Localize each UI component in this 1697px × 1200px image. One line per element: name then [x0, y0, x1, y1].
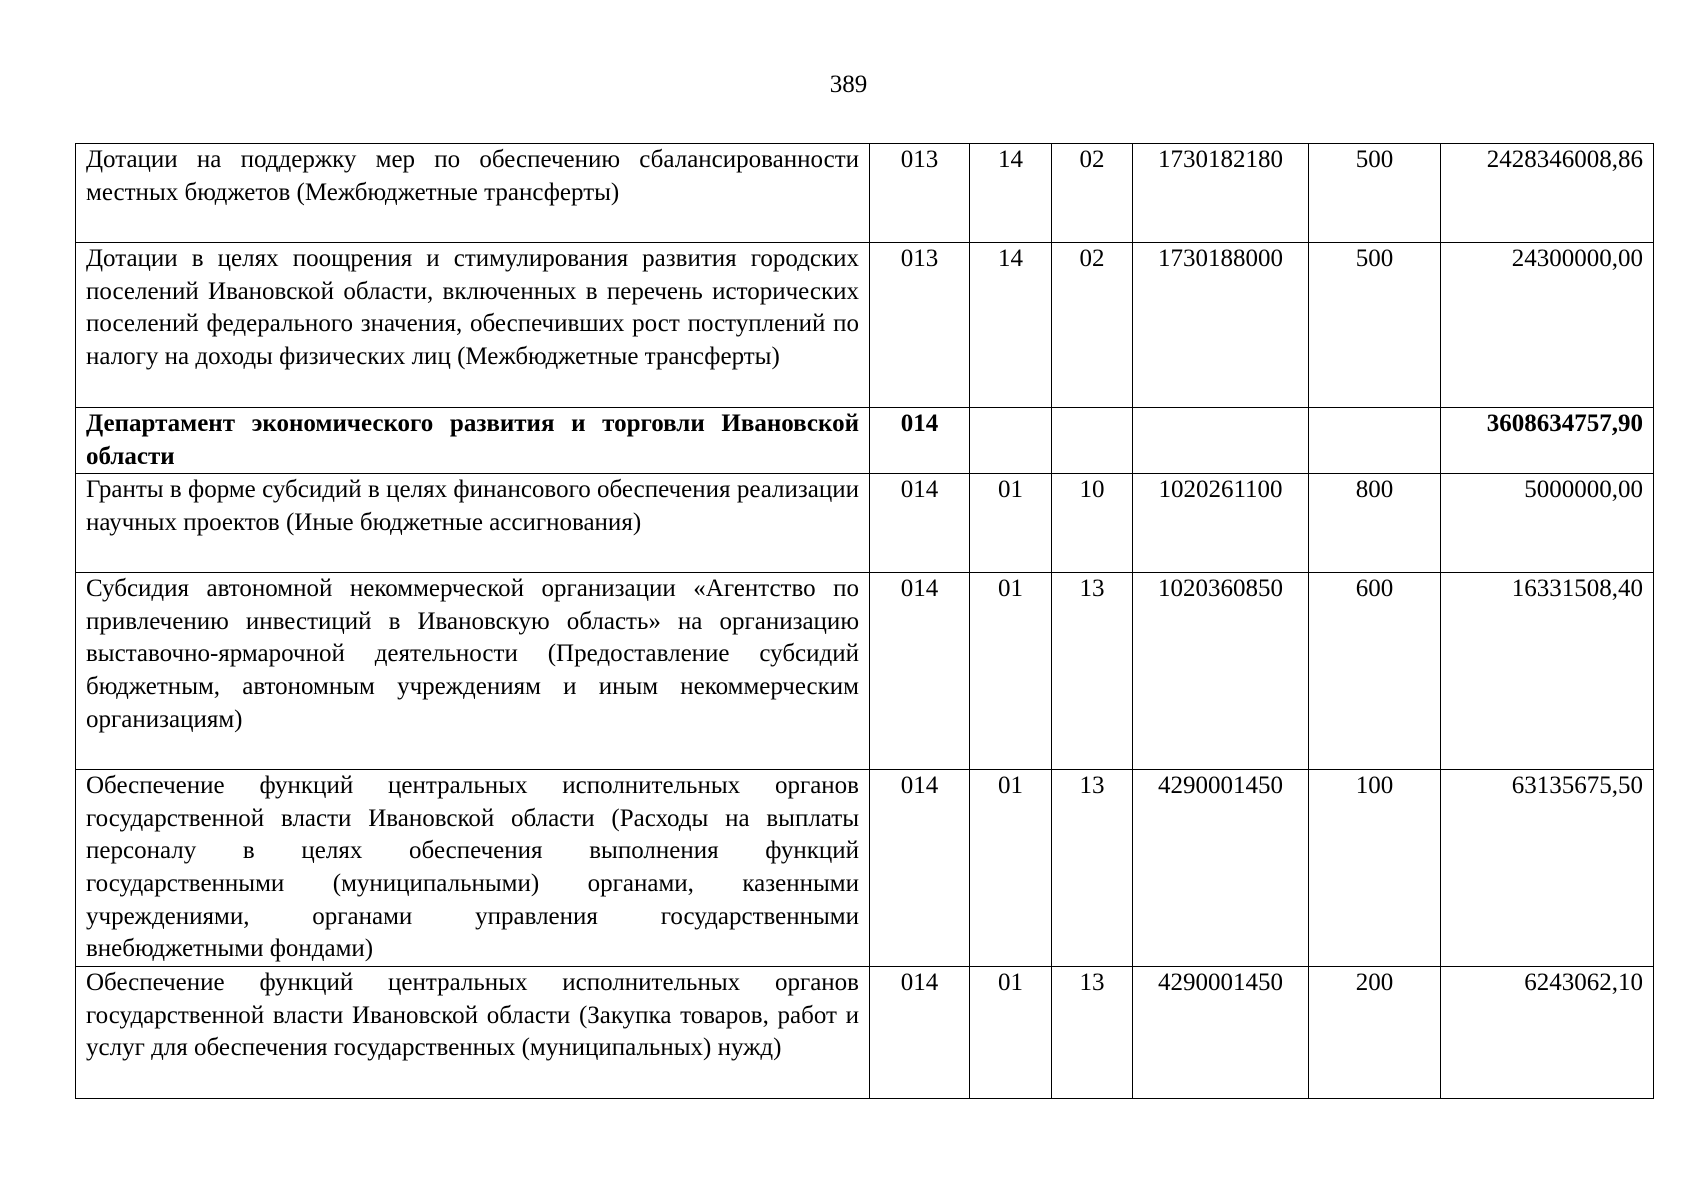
department-name-cell: Департамент экономического развития и торговли Ивановской области — [76, 408, 870, 474]
expense-type-cell: 800 — [1309, 474, 1441, 573]
amount-cell: 5000000,00 — [1441, 474, 1654, 573]
table-row — [76, 144, 1654, 243]
section-code-cell: 01 — [970, 573, 1052, 770]
expense-type-cell: 600 — [1309, 573, 1441, 770]
ministry-code-cell: 014 — [870, 967, 970, 1099]
amount-cell: 24300000,00 — [1441, 243, 1654, 408]
table-row — [76, 474, 1654, 573]
budget-table-body — [76, 144, 1654, 1099]
section-code-cell: 01 — [970, 474, 1052, 573]
expense-type-cell: 200 — [1309, 967, 1441, 1099]
page-number: 389 — [829, 71, 868, 98]
table-row — [76, 770, 1654, 967]
target-article-cell: 4290001450 — [1133, 967, 1309, 1099]
budget-table — [75, 143, 1654, 1099]
subsection-code-cell — [1052, 408, 1133, 474]
ministry-code-cell: 014 — [870, 573, 970, 770]
table-row — [76, 967, 1654, 1099]
amount-cell: 2428346008,86 — [1441, 144, 1654, 243]
ministry-code-cell: 013 — [870, 243, 970, 408]
amount-cell: 63135675,50 — [1441, 770, 1654, 967]
expense-type-cell: 100 — [1309, 770, 1441, 967]
expense-type-cell: 500 — [1309, 243, 1441, 408]
expense-name-cell: Дотации на поддержку мер по обеспечению сбалансированности местных бюджетов (Межбюджетные трансферты) — [76, 144, 870, 243]
target-article-cell: 4290001450 — [1133, 770, 1309, 967]
amount-cell: 6243062,10 — [1441, 967, 1654, 1099]
expense-type-cell — [1309, 408, 1441, 474]
section-code-cell: 14 — [970, 243, 1052, 408]
ministry-code-cell: 013 — [870, 144, 970, 243]
section-code-cell — [970, 408, 1052, 474]
subsection-code-cell: 02 — [1052, 144, 1133, 243]
section-code-cell: 01 — [970, 770, 1052, 967]
section-code-cell: 01 — [970, 967, 1052, 1099]
target-article-cell: 1020261100 — [1133, 474, 1309, 573]
department-total-cell: 3608634757,90 — [1441, 408, 1654, 474]
table-row — [76, 573, 1654, 770]
subsection-code-cell: 10 — [1052, 474, 1133, 573]
amount-cell: 16331508,40 — [1441, 573, 1654, 770]
subsection-code-cell: 13 — [1052, 573, 1133, 770]
section-code-cell: 14 — [970, 144, 1052, 243]
subsection-code-cell: 02 — [1052, 243, 1133, 408]
expense-type-cell: 500 — [1309, 144, 1441, 243]
expense-name-cell: Гранты в форме субсидий в целях финансового обеспечения реализации научных проектов (Иные бюджетные ассигнования) — [76, 474, 870, 573]
ministry-code-cell: 014 — [870, 408, 970, 474]
ministry-code-cell: 014 — [870, 474, 970, 573]
table-row-department — [76, 408, 1654, 474]
target-article-cell: 1020360850 — [1133, 573, 1309, 770]
expense-name-cell: Обеспечение функций центральных исполнительных органов государственной власти Ивановской области (Закупка товаров, работ и услуг для обеспечения государственных (муниципальных) нужд) — [76, 967, 870, 1099]
expense-name-cell: Субсидия автономной некоммерческой организации «Агентство по привлечению инвестиций в Ивановскую область» на организацию выставочно-ярмарочной деятельности (Предоставление субсидий бюджетным, автономным учреждениям и иным некоммерческим организациям) — [76, 573, 870, 770]
target-article-cell — [1133, 408, 1309, 474]
expense-name-cell: Дотации в целях поощрения и стимулирования развития городских поселений Ивановской области, включенных в перечень исторических поселений федерального значения, обеспечивших рост поступлений по налогу на доходы физических лиц (Межбюджетные трансферты) — [76, 243, 870, 408]
target-article-cell: 1730182180 — [1133, 144, 1309, 243]
expense-name-cell: Обеспечение функций центральных исполнительных органов государственной власти Ивановской области (Расходы на выплаты персоналу в целях обеспечения выполнения функций государственными (муниципальными) органами, казенными учреждениями, органами управления государственными внебюджетными фондами) — [76, 770, 870, 967]
ministry-code-cell: 014 — [870, 770, 970, 967]
target-article-cell: 1730188000 — [1133, 243, 1309, 408]
subsection-code-cell: 13 — [1052, 770, 1133, 967]
table-row — [76, 243, 1654, 408]
subsection-code-cell: 13 — [1052, 967, 1133, 1099]
